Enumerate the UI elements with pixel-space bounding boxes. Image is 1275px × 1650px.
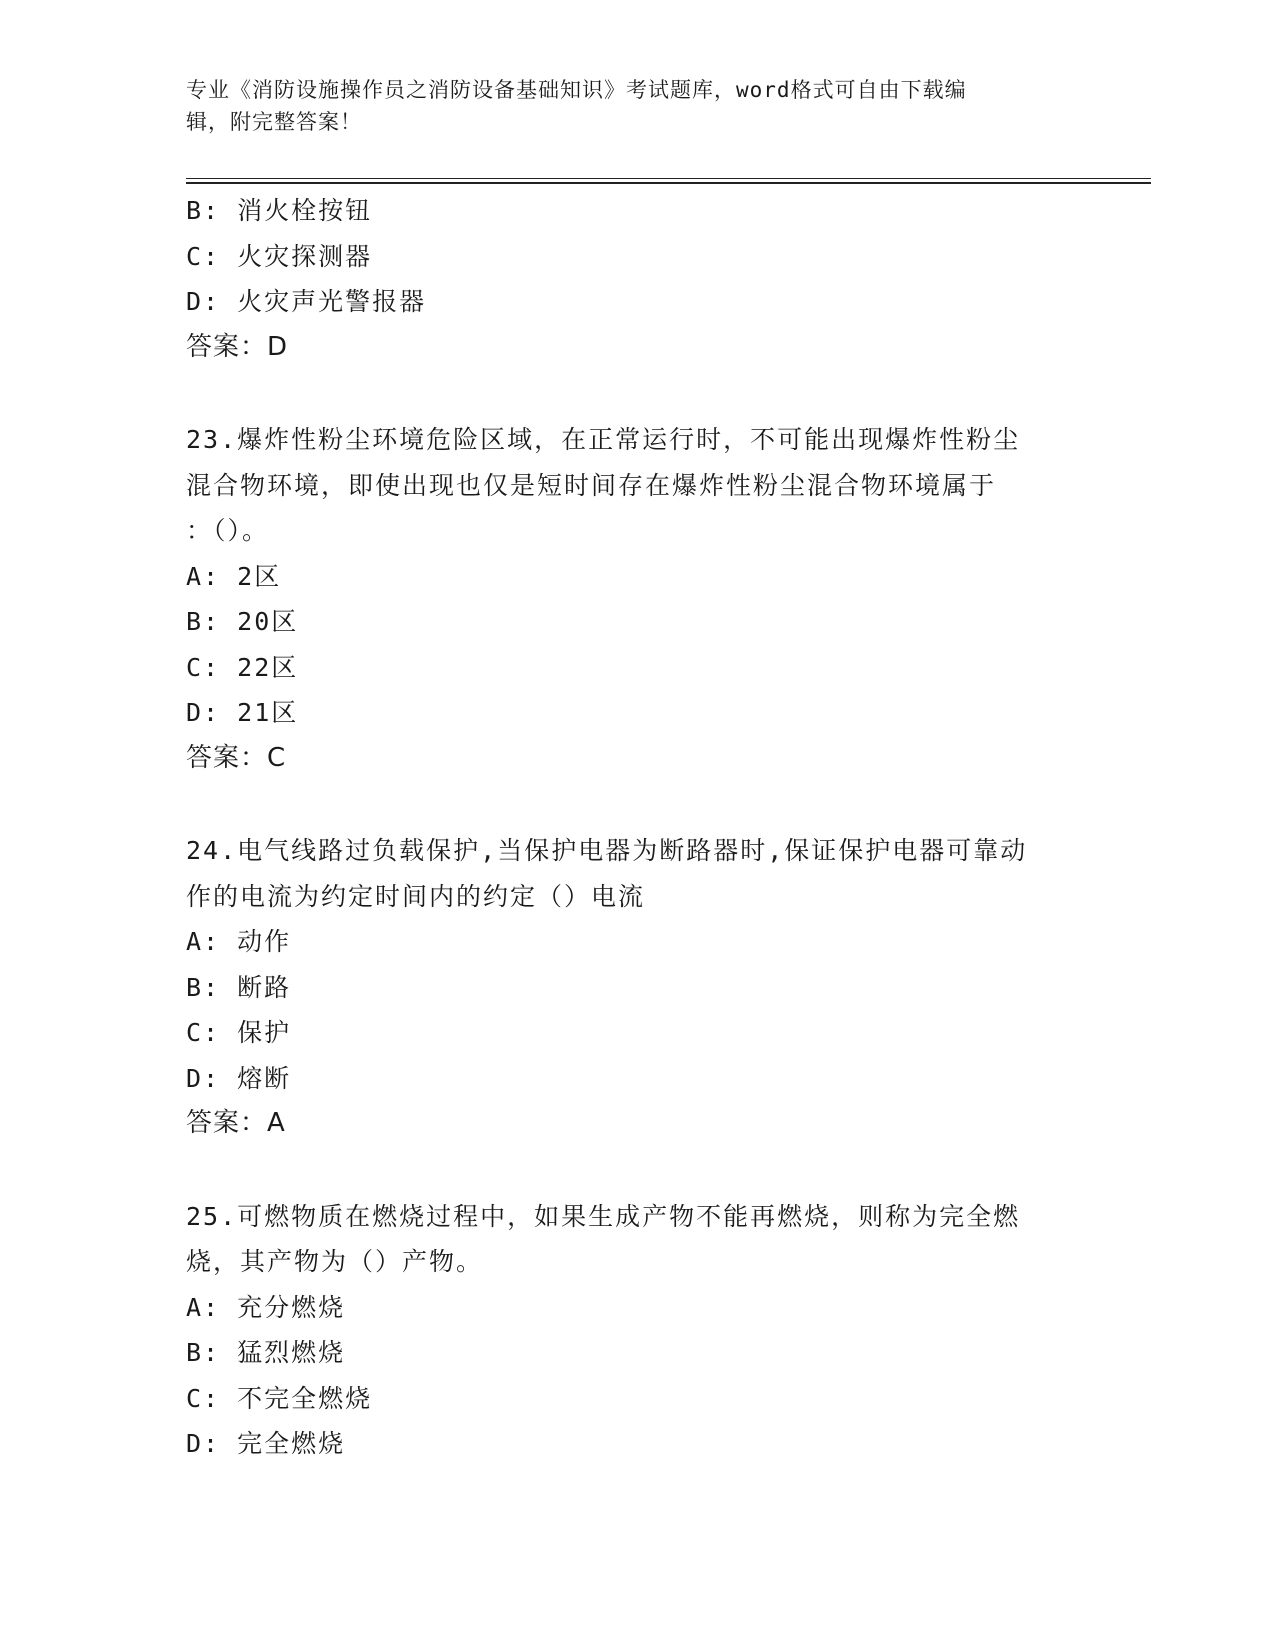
answer-line: 答案：A xyxy=(186,1108,286,1138)
header-divider xyxy=(186,178,1151,179)
option-b: B: 猛烈燃烧 xyxy=(186,1338,346,1367)
question-stem-line: ：（）。 xyxy=(186,516,270,545)
question-23 xyxy=(186,417,1086,781)
answer-line: 答案：C xyxy=(186,742,287,773)
option-d: D: 完全燃烧 xyxy=(186,1429,346,1458)
option-d: D: 火灾声光警报器 xyxy=(186,287,427,316)
option-a: A: 2区 xyxy=(186,561,282,591)
header-divider-thick xyxy=(186,182,1151,184)
document-header xyxy=(186,74,1086,138)
question-24 xyxy=(186,828,1086,1147)
option-a: A: 充分燃烧 xyxy=(186,1292,346,1322)
question-stem-line: 烧，其产物为（）产物。 xyxy=(186,1247,484,1276)
option-b: B: 20区 xyxy=(186,607,299,636)
question-stem-line: 混合物环境，即使出现也仅是短时间存在爆炸性粉尘混合物环境属于 xyxy=(186,470,997,500)
header-line-1: 专业《消防设施操作员之消防设备基础知识》考试题库，word格式可自由下载编 xyxy=(186,78,967,102)
option-c: C: 22区 xyxy=(186,652,299,682)
prev-question-block xyxy=(186,188,1086,370)
question-content xyxy=(186,188,1086,1467)
option-c: C: 不完全燃烧 xyxy=(186,1383,373,1413)
question-25 xyxy=(186,1194,1086,1467)
answer-line: 答案：D xyxy=(186,331,289,362)
question-stem-line: 23.爆炸性粉尘环境危险区域，在正常运行时，不可能出现爆炸性粉尘 xyxy=(186,425,1021,454)
question-stem-line: 25.可燃物质在燃烧过程中，如果生成产物不能再燃烧，则称为完全燃 xyxy=(186,1201,1021,1231)
option-a: A: 动作 xyxy=(186,927,292,956)
header-line-2: 辑，附完整答案！ xyxy=(186,110,362,134)
option-c: C: 保护 xyxy=(186,1018,292,1047)
option-b: B: 断路 xyxy=(186,972,292,1002)
option-d: D: 21区 xyxy=(186,698,299,727)
option-c: C: 火灾探测器 xyxy=(186,241,373,271)
option-d: D: 熔断 xyxy=(186,1063,292,1093)
question-stem-line: 作的电流为约定时间内的约定（）电流 xyxy=(186,881,646,911)
question-stem-line: 24.电气线路过负载保护,当保护电器为断路器时,保证保护电器可靠动 xyxy=(186,836,1028,865)
option-b: B: 消火栓按钮 xyxy=(186,196,373,225)
